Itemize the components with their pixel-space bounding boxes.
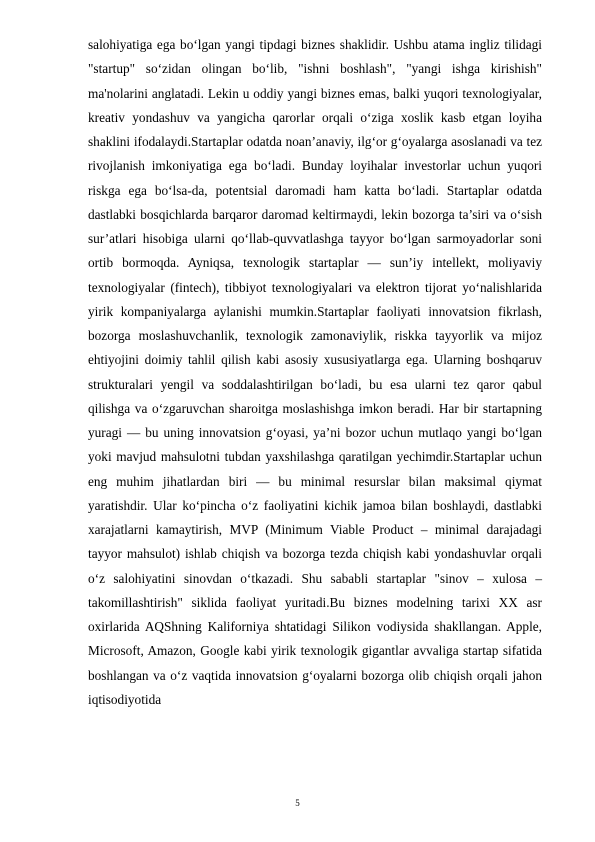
document-body <box>88 33 542 712</box>
body-paragraph: salohiyatiga ega bo‘lgan yangi tipdagi biznes shaklidir. Ushbu atama ingliz tilidagi "startup" so‘zidan olingan bo‘lib, "ishni boshlash", "yangi ishga kirishish" ma'nolarini anglatadi. Lekin u oddiy yangi biznes emas, balki yuqori texnologiyalar, kreativ yondashuv va yangicha qarorlar orqali o‘ziga xoslik kasb etgan loyiha shaklini ifodalaydi.Startaplar odatda noan’anaviy, ilg‘or g‘oyalarga asoslanadi va tez rivojlanish imkoniyatiga ega bo‘ladi. Bunday loyihalar investorlar uchun yuqori riskga ega bo‘lsa-da, potentsial daromadi ham katta bo‘ladi. Startaplar odatda dastlabki bosqichlarda barqaror daromad keltirmaydi, lekin bozorga ta’siri va o‘sish sur’atlari hisobiga ularni qo‘llab-quvvatlashga tayyor bo‘lgan sarmoyadorlar soni ortib bormoqda. Ayniqsa, texnologik startaplar — sun’iy intellekt, moliyaviy texnologiyalar (fintech), tibbiyot texnologiyalari va elektron tijorat yo‘nalishlarida yirik kompaniyalarga aylanishi mumkin.Startaplar faoliyati innovatsion fikrlash, bozorga moslashuvchanlik, texnologik zamonaviylik, riskka tayyorlik va mijoz ehtiyojini doimiy tahlil qilish kabi asosiy xususiyatlarga ega. Ularning boshqaruv strukturalari yengil va soddalashtirilgan bo‘ladi, bu esa ularni tez qaror qabul qilishga va o‘zgaruvchan sharoitga moslashishga imkon beradi. Har bir startapning yuragi — bu uning innovatsion g‘oyasi, ya’ni bozor uchun mutlaqo yangi bo‘lgan yoki mavjud mahsulotni tubdan yaxshilashga qaratilgan yechimdir.Startaplar uchun eng muhim jihatlardan biri — bu minimal resurslar bilan maksimal qiymat yaratishdir. Ular ko‘pincha o‘z faoliyatini kichik jamoa bilan boshlaydi, dastlabki xarajatlarni kamaytirish, MVP (Minimum Viable Product – minimal darajadagi tayyor mahsulot) ishlab chiqish va bozorga tezda chiqish kabi yondashuvlar orqali o‘z salohiyatini sinovdan o‘tkazadi. Shu sababli startaplar "sinov – xulosa – takomillashtirish" siklida faoliyat yuritadi.Bu biznes modelning tarixi XX asr oxirlarida AQShning Kaliforniya shtatidagi Silikon vodiysida shakllangan. Apple, Microsoft, Amazon, Google kabi yirik texnologik gigantlar avvaliga startap sifatida boshlangan va o‘z vaqtida innovatsion g‘oyalarni bozorga olib chiqish orqali jahon iqtisodiyotida <box>88 37 542 707</box>
page-number: 5 <box>295 798 300 808</box>
